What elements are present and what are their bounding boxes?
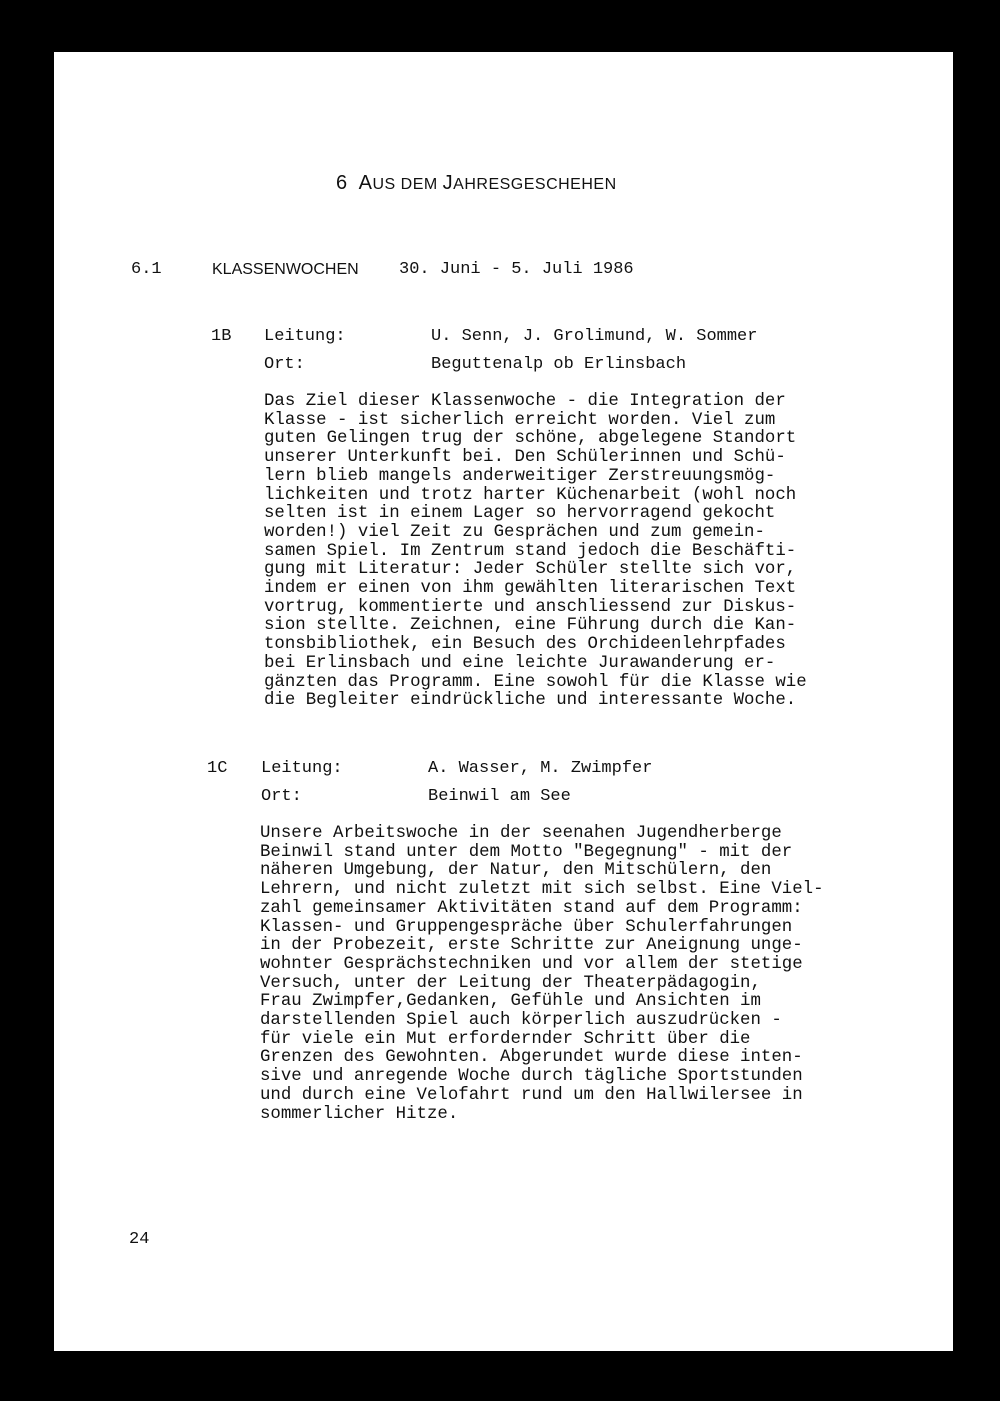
scan-border-right [953,0,1000,1401]
class-1b-ort-label: Ort: [264,355,305,374]
section-date: 30. Juni - 5. Juli 1986 [399,260,634,279]
class-1b-leitung-value: U. Senn, J. Grolimund, W. Sommer [431,327,758,346]
scan-border-bottom [0,1351,1000,1401]
scan-border-left [0,0,54,1401]
chapter-number: 6 [336,172,348,194]
class-1c-ort-value: Beinwil am See [428,787,571,806]
class-1b-ort-value: Beguttenalp ob Erlinsbach [431,355,687,374]
section-number: 6.1 [131,260,162,279]
class-1b-report-text: Das Ziel dieser Klassenwoche - die Integration der Klasse - ist sicherlich erreicht worden. Viel zum guten Gelingen trug der schöne, abgelegene Standort unserer Unterkunft bei. Den Schülerinnen und Schü- lern blieb mangels anderweitiger Zerstreuungsmög- lichkeiten und trotz harter Küchenarbeit (wohl noch selten ist in einem Lager so hervorragend gekocht worden!) viel Zeit zu Gesprächen und zum gemein- samen Spiel. Im Zentrum stand jedoch die Beschäfti- gung mit Literatur: Jeder Schüler stellte sich vor, indem er einen von ihm gewählten literarischen Text vortrug, kommentierte und anschliessend zur Diskus- sion stellte. Zeichnen, eine Führung durch die Kan- tonsbibliothek, ein Besuch des Orchideenlehrpfades bei Erlinsbach und eine leichte Jurawanderung er- gänzten das Programm. Eine sowohl für die Klasse wie die Begleiter eindrückliche und interessante Woche. [264,392,807,711]
class-id-1c: 1C [207,759,228,778]
chapter-title-rest-2: AHRESGESCHEHEN [453,176,617,193]
class-1c-leitung-value: A. Wasser, M. Zwimpfer [428,759,653,778]
class-1c-ort-label: Ort: [261,787,302,806]
document-page [54,52,953,1351]
chapter-heading [336,172,617,195]
chapter-title-rest-1: US DEM [372,176,443,193]
chapter-title-initial-1: A [358,172,373,194]
class-id-1b: 1B [211,327,232,346]
class-1c-report-text: Unsere Arbeitswoche in der seenahen Jugendherberge Beinwil stand unter dem Motto "Begegnung" - mit der näheren Umgebung, der Natur, den Mitschülern, den Lehrern, und nicht zuletzt mit sich selbst. Eine Viel- zahl gemeinsamer Aktivitäten stand auf dem Programm: Klassen- und Gruppengespräche über Schulerfahrungen in der Probezeit, erste Schritte zur Aneignung unge- wohnter Gesprächstechniken und vor allem der stetige Versuch, unter der Leitung der Theaterpädagogin, Frau Zwimpfer,Gedanken, Gefühle und Ansichten im darstellenden Spiel auch körperlich auszudrücken - für viele ein Mut erfordernder Schritt über die Grenzen des Gewohnten. Abgerundet wurde diese inten- sive und anregende Woche durch tägliche Sportstunden und durch eine Velofahrt rund um den Hallwilersee in sommerlicher Hitze. [260,824,824,1124]
class-1b-leitung-label: Leitung: [264,327,346,346]
chapter-title-initial-2: J [442,172,454,194]
page-number: 24 [129,1230,150,1249]
section-title: KLASSENWOCHEN [212,261,359,278]
class-1c-leitung-label: Leitung: [261,759,343,778]
scan-border-top [0,0,1000,52]
